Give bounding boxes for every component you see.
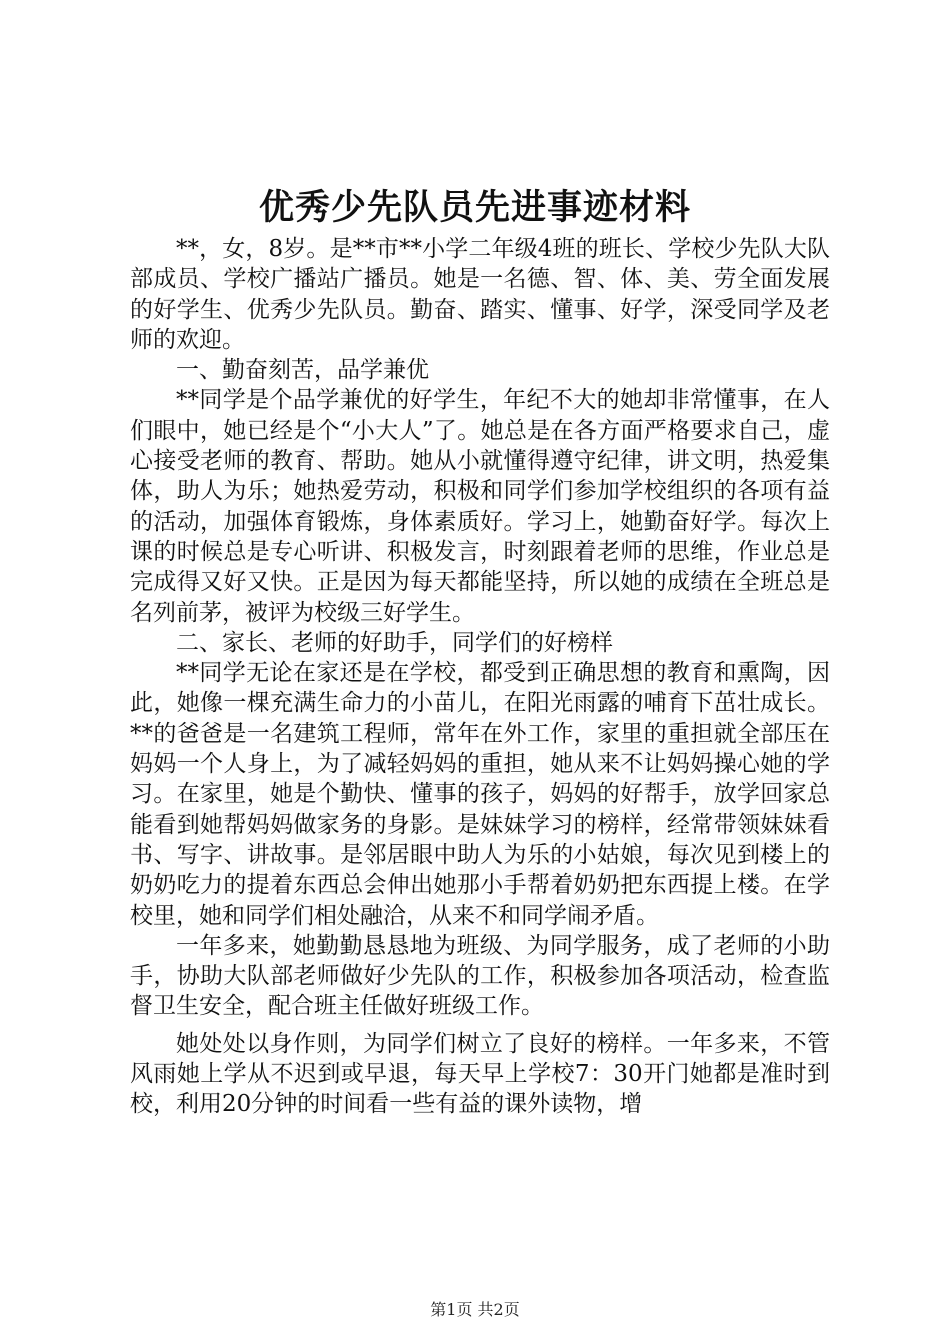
section-heading-2: 二、家长、老师的好助手，同学们的好榜样 [176,629,613,656]
document-title: 优秀少先队员先进事迹材料 [258,187,691,228]
paragraph-section-2: **同学无论在家还是在学校，都受到正确思想的教育和熏陶，因此，她像一棵充满生命力的小苗儿，在阳光雨露的哺育下茁壮成长。**的爸爸是一名建筑工程师，常年在外工作，家里的重担就全部压在妈妈一个人身上，为了减轻妈妈的重担，她从来不让妈妈操心她的学习。在家里，她是个勤快、懂事的孩子，妈妈的好帮手，放学回家总能看到她帮妈妈做家务的身影。是妹妹学习的榜样，经常带领妹妹看书、写字、讲故事。是邻居眼中助人为乐的小姑娘，每次见到楼上的奶奶吃力的提着东西总会伸出她那小手帮着奶奶把东西提上楼。在学校里，她和同学们相处融洽，从来不和同学闹矛盾。 [130,660,830,929]
section-heading-1: 一、勤奋刻苦，品学兼优 [176,357,429,384]
document-body [130,234,830,1120]
page-number-footer: 第1页 共2页 [430,1300,520,1319]
paragraph-section-1: **同学是个品学兼优的好学生，年纪不大的她却非常懂事，在人们眼中，她已经是个“小大人”了。她总是在各方面严格要求自己，虚心接受老师的教育、帮助。她从小就懂得遵守纪律，讲文明，热爱集体，助人为乐；她热爱劳动，积极和同学们参加学校组织的各项有益的活动，加强体育锻炼，身体素质好。学习上，她勤奋好学。每次上课的时候总是专心听讲、积极发言，时刻跟着老师的思维，作业总是完成得又好又快。正是因为每天都能坚持，所以她的成绩在全班总是名列前茅，被评为校级三好学生。 [130,387,830,626]
paragraph-example: 她处处以身作则，为同学们树立了良好的榜样。一年多来，不管风雨她上学从不迟到或早退，每天早上学校7：30开门她都是准时到校，利用20分钟的时间看一些有益的课外读物，增 [130,1030,830,1118]
paragraph-intro: **，女，8岁。是**市**小学二年级4班的班长、学校少先队大队部成员、学校广播站广播员。她是一名德、智、体、美、劳全面发展的好学生、优秀少先队员。勤奋、踏实、懂事、好学，深受同学及老师的欢迎。 [130,236,830,353]
paragraph-service: 一年多来，她勤勤恳恳地为班级、为同学服务，成了老师的小助手，协助大队部老师做好少先队的工作，积极参加各项活动，检查监督卫生安全，配合班主任做好班级工作。 [130,932,830,1020]
